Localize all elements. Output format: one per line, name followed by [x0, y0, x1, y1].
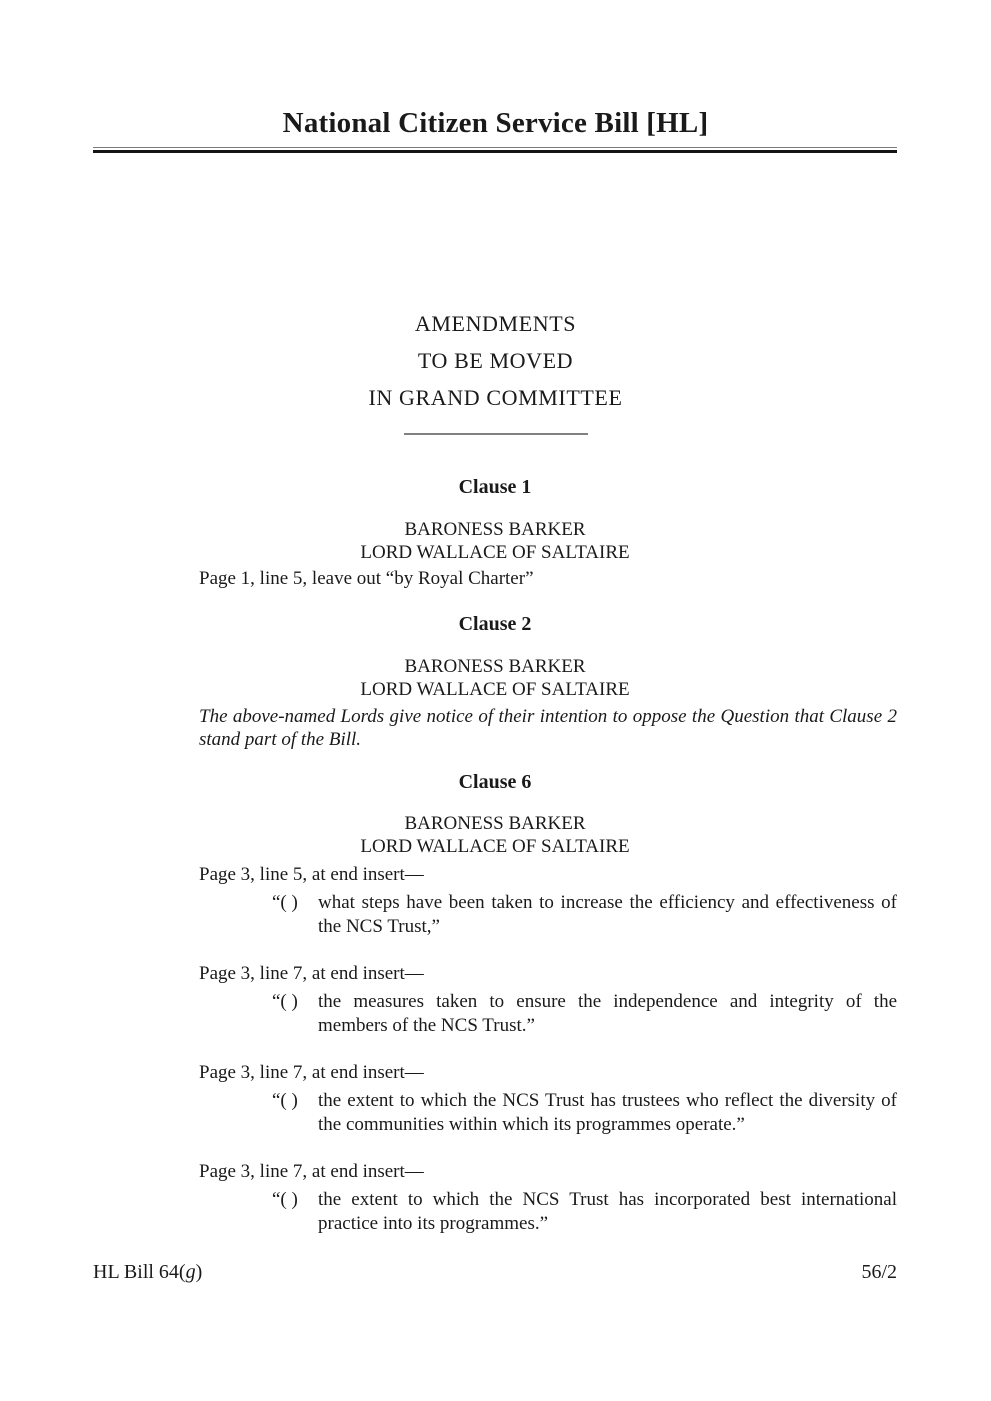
amendment-instruction: Page 3, line 5, at end insert— [199, 864, 424, 885]
amendment-text: the extent to which the NCS Trust has trustees who reflect the diversity of the communities within which its programmes operate.” [318, 1090, 897, 1135]
page-title: National Citizen Service Bill [HL] [282, 107, 709, 139]
clause-6-sponsors [93, 812, 897, 858]
amendment-instruction: Page 3, line 7, at end insert— [199, 1161, 424, 1182]
clause-6-section [93, 770, 897, 1236]
amendment-quote [272, 891, 897, 939]
section-divider-rule [404, 433, 588, 435]
bill-reference-prefix: HL Bill 64( [93, 1261, 186, 1283]
amendment-instruction: Page 1, line 5, leave out “by Royal Charter” [199, 568, 534, 589]
amendment-quote [272, 990, 897, 1038]
amendment-instruction: Page 3, line 7, at end insert— [199, 963, 424, 984]
quote-marker: “( ) [272, 892, 298, 913]
sponsor-name: LORD WALLACE OF SALTAIRE [360, 836, 630, 857]
sponsor-name: LORD WALLACE OF SALTAIRE [360, 542, 630, 563]
amendment-instruction: Page 3, line 7, at end insert— [199, 1062, 424, 1083]
document-footer [93, 1260, 897, 1284]
heading-line-amendments: AMENDMENTS [414, 311, 577, 336]
amendment-text: the extent to which the NCS Trust has incorporated best international practice into its programmes.” [318, 1189, 897, 1234]
quote-marker: “( ) [272, 1090, 298, 1111]
clause-6-heading: Clause 6 [458, 771, 532, 793]
amendment-quote [272, 1188, 897, 1236]
quote-marker: “( ) [272, 1189, 298, 1210]
sponsor-name: BARONESS BARKER [404, 519, 586, 540]
amendment-item [93, 863, 897, 939]
clause-2-heading: Clause 2 [458, 613, 532, 635]
amendment-text: what steps have been taken to increase the efficiency and effectiveness of the NCS Trust,” [318, 892, 897, 937]
bill-reference-suffix: ) [195, 1261, 203, 1283]
heading-line-to-be-moved: TO BE MOVED [417, 348, 574, 373]
clause-1-heading: Clause 1 [458, 476, 532, 498]
amendments-heading [0, 305, 991, 416]
amendment-item [93, 962, 897, 1038]
opposition-notice: The above-named Lords give notice of their intention to oppose the Question that Clause 2 stand part of the Bill. [199, 706, 897, 750]
title-divider-thin [93, 147, 897, 148]
bill-reference-letter: g [185, 1261, 196, 1283]
heading-line-in-grand-committee: IN GRAND COMMITTEE [368, 385, 623, 410]
clause-2-sponsors [93, 655, 897, 701]
sheet-number: 56/2 [861, 1261, 897, 1283]
sponsor-name: BARONESS BARKER [404, 656, 586, 677]
document-header [0, 106, 991, 153]
title-divider-thick [93, 150, 897, 153]
bill-reference [93, 1260, 202, 1284]
clause-2-section [93, 612, 897, 751]
clause-1-sponsors [93, 518, 897, 564]
amendment-text: the measures taken to ensure the independence and integrity of the members of the NCS Trust.” [318, 991, 897, 1036]
amendment-item [93, 1061, 897, 1137]
amendment-quote [272, 1089, 897, 1137]
sponsor-name: LORD WALLACE OF SALTAIRE [360, 679, 630, 700]
quote-marker: “( ) [272, 991, 298, 1012]
clause-6-amendments [93, 863, 897, 1236]
amendment-item [93, 1160, 897, 1236]
sponsor-name: BARONESS BARKER [404, 813, 586, 834]
document-body [93, 475, 897, 1259]
clause-1-section [93, 475, 897, 591]
